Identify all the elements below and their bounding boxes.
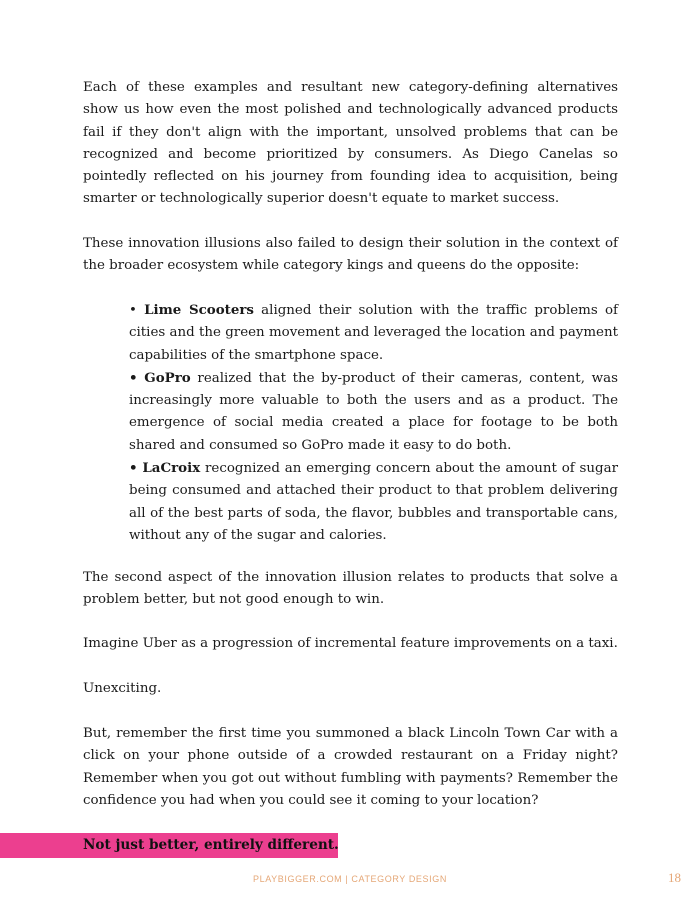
bullet-text: realized that the by-product of their cameras, content, was increasingly more valuable to both the users and as a product. The emergence of social media created a place for footage to be both shared and consumed so GoPro made it easy to do both. [129,370,618,453]
footer-text: PLAYBIGGER.COM | CATEGORY DESIGN [253,874,447,884]
bullet-brand-name: LaCroix [142,460,201,477]
paragraph-second-aspect: The second aspect of the innovation illusion relates to products that solve a problem better, but not good enough to win. [83,570,618,608]
bullet-list [129,299,618,547]
bullet-text: recognized an emerging concern about the amount of sugar being consumed and attached their product to that problem delivering all of the best parts of soda, the flavor, bubbles and transportable cans, without any of the sugar and calories. [129,461,618,543]
bullet-item-lacroix [129,457,618,547]
paragraph-remember: But, remember the first time you summoned a black Lincoln Town Car with a click on your phone outside of a crowded restaurant on a Friday night? Remember when you got out without fumbling with payments? Remember the confidence you had when you could see it coming to your location? [83,726,618,808]
paragraph-intro: Each of these examples and resultant new category-defining alternatives show us how even the most polished and technologically advanced products fail if they don't align with the important, unsolved problems that can be recognized and become prioritized by consumers. As Diego Canelas so pointedly reflected on his journey from founding idea to acquisition, being smarter or technologically superior doesn't equate to market success. [83,80,618,207]
bullet-marker: • [129,303,137,318]
bullet-brand-name: Lime Scooters [144,302,254,318]
paragraph-unexciting: Unexciting. [83,681,162,696]
bullet-item-lime [129,299,618,367]
paragraph-uber: Imagine Uber as a progression of incremental feature improvements on a taxi. [83,636,618,651]
bullet-marker: • [129,369,138,386]
bullet-brand-name: GoPro [144,369,191,386]
paragraph-ecosystem: These innovation illusions also failed to design their solution in the context of the broader ecosystem while category kings and queens do the opposite: [83,236,618,274]
page-number: 18 [668,870,681,885]
callout-text: Not just better, entirely different. [83,837,339,853]
bullet-text: aligned their solution with the traffic problems of cities and the green movement and leveraged the location and payment capabilities of the smartphone space. [129,303,618,363]
bullet-marker: • [129,460,138,477]
bullet-item-gopro [129,367,618,457]
